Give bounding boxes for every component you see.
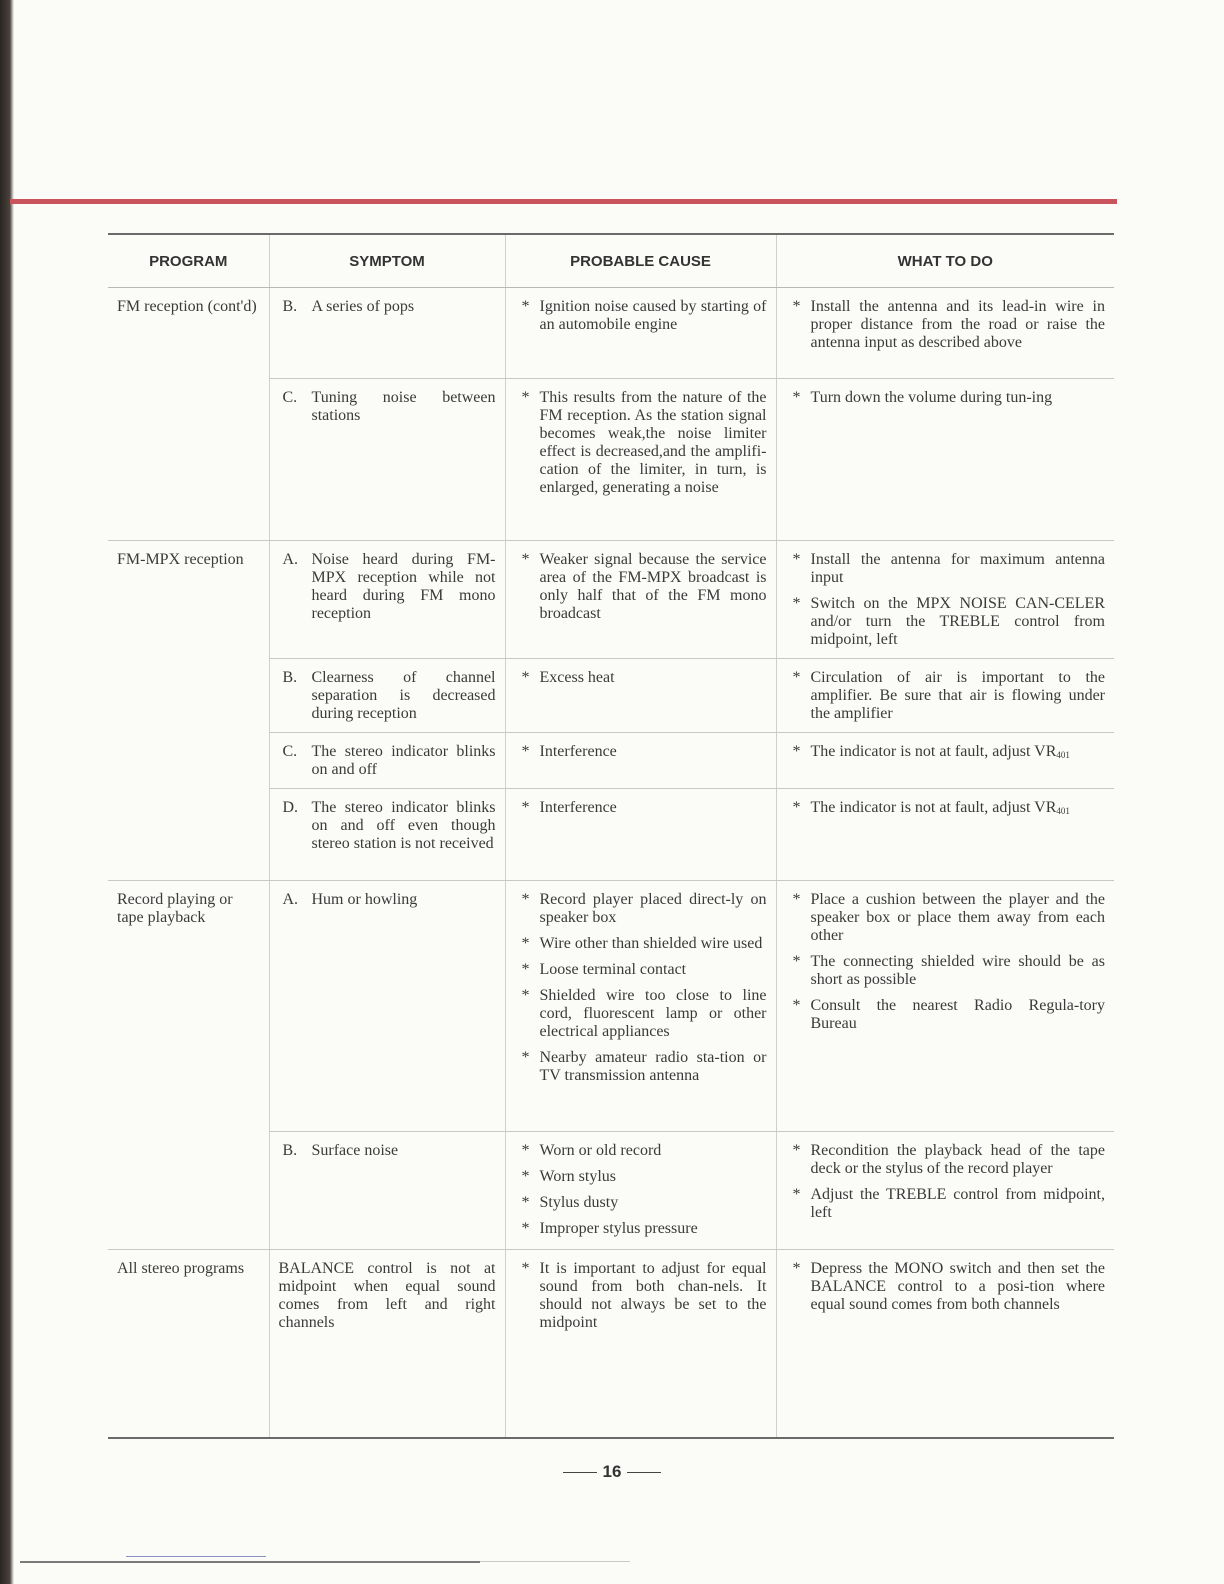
program-cell-fm-reception [108,288,269,541]
symptom-letter: B. [282,1142,298,1159]
bullet-asterisk: * [792,953,801,970]
bullet-asterisk: * [792,669,801,686]
cause-cell [505,881,776,1132]
program-label: All stereo programs [117,1260,245,1277]
cause-text: Stylus dusty [539,1194,619,1211]
program-label: FM-MPX reception [117,551,244,568]
troubleshooting-table [108,233,1114,1439]
table-row [108,881,1114,1132]
cause-text: Excess heat [539,669,615,686]
bullet-asterisk: * [521,1220,530,1237]
symptom-text: The stereo indicator blinks on and off [311,743,496,778]
bullet-asterisk: * [521,743,530,760]
todo-text: Depress the MONO switch and then set the BALANCE control to a posi-tion where equal sound comes from both channels [810,1260,1105,1313]
symptom-cell [269,659,505,733]
header-what-to-do: WHAT TO DO [776,234,1114,288]
page-number-footer [0,1462,1224,1482]
todo-cell [776,288,1114,379]
symptom-text: Tuning noise between stations [311,389,496,424]
cause-text: Improper stylus pressure [539,1220,698,1237]
program-label: FM reception (cont'd) [117,298,257,315]
bullet-asterisk: * [792,389,801,406]
bullet-asterisk: * [521,551,530,568]
cause-text: Worn or old record [539,1142,662,1159]
symptom-cell [269,881,505,1132]
todo-text: Switch on the MPX NOISE CAN-CELER and/or turn the TREBLE control from midpoint, left [810,595,1105,648]
bullet-asterisk: * [792,595,801,612]
symptom-letter: D. [282,799,299,816]
symptom-text: Noise heard during FM-MPX reception while not heard during FM mono reception [311,551,496,622]
todo-text: Install the antenna and its lead-in wire in proper distance from the road or raise the antenna input as described above [810,298,1105,351]
header-program: PROGRAM [108,234,269,288]
bullet-asterisk: * [521,1049,530,1066]
bullet-asterisk: * [792,799,801,816]
bullet-asterisk: * [792,298,801,315]
program-label: Record playing or tape playback [117,891,233,926]
todo-text-subscript: 401 [1056,750,1070,760]
cause-cell [505,659,776,733]
symptom-cell [269,789,505,881]
todo-text: Recondition the playback head of the tape deck or the stylus of the record player [810,1142,1105,1177]
bullet-asterisk: * [521,1194,530,1211]
todo-text-main: The indicator is not at fault, adjust VR [810,743,1057,760]
page-number-dash-right [627,1472,661,1473]
todo-text: Install the antenna for maximum antenna input [810,551,1105,586]
cause-cell [505,1250,776,1438]
cause-text: Shielded wire too close to line cord, fluorescent lamp or other electrical appliances [539,987,767,1040]
bottom-edge-rule [20,1561,480,1563]
symptom-letter: A. [282,891,299,908]
bullet-asterisk: * [792,1186,801,1203]
cause-text: It is important to adjust for equal sound from both chan-nels. It should not always be set to the midpoint [539,1260,767,1331]
bullet-asterisk: * [521,389,530,406]
symptom-letter: B. [282,298,298,315]
bullet-asterisk: * [792,743,801,760]
cause-cell [505,789,776,881]
todo-cell [776,789,1114,881]
bullet-asterisk: * [521,799,530,816]
cause-cell [505,288,776,379]
header-symptom: SYMPTOM [269,234,505,288]
cause-text: Worn stylus [539,1168,616,1185]
todo-text-subscript: 401 [1056,806,1070,816]
symptom-cell [269,1250,505,1438]
bullet-asterisk: * [521,1168,530,1185]
book-spine-shadow [0,0,14,1584]
todo-cell [776,881,1114,1132]
cause-text: Ignition noise caused by starting of an automobile engine [539,298,767,333]
bullet-asterisk: * [792,891,801,908]
page-number: 16 [602,1462,622,1481]
symptom-text: The stereo indicator blinks on and off even though stereo station is not received [311,799,496,852]
bullet-asterisk: * [521,961,530,978]
symptom-letter: A. [282,551,299,568]
cause-cell [505,379,776,541]
todo-text: Circulation of air is important to the amplifier. Be sure that air is flowing under the amplifier [810,669,1105,722]
cause-cell [505,733,776,789]
bottom-edge-rule-blue [126,1556,266,1557]
todo-cell [776,541,1114,659]
todo-text: The connecting shielded wire should be as short as possible [810,953,1105,988]
table-row [108,288,1114,379]
symptom-cell [269,733,505,789]
todo-cell [776,733,1114,789]
todo-cell [776,379,1114,541]
todo-cell [776,1250,1114,1438]
todo-cell [776,1132,1114,1250]
bullet-asterisk: * [792,997,801,1014]
header-red-rule [10,199,1117,204]
todo-text: Turn down the volume during tun-ing [810,389,1053,406]
todo-text: Consult the nearest Radio Regula-tory Bureau [810,997,1105,1032]
table-row [108,1250,1114,1438]
page-number-dash-left [563,1472,597,1473]
cause-text: Interference [539,799,617,816]
bullet-asterisk: * [521,1142,530,1159]
cause-text: This results from the nature of the FM reception. As the station signal becomes weak,the noise limiter effect is decreased,and the amplifi-cation of the limiter, in turn, is enlarged, generating a noise [539,389,767,496]
bullet-asterisk: * [521,1260,530,1277]
todo-text: Adjust the TREBLE control from midpoint, left [810,1186,1105,1221]
cause-text: Weaker signal because the service area of the FM-MPX broadcast is only half that of the FM mono broadcast [539,551,767,622]
symptom-cell [269,288,505,379]
bullet-asterisk: * [792,1260,801,1277]
table-row [108,541,1114,659]
program-cell-record-playing [108,881,269,1250]
symptom-letter: C. [282,389,298,406]
cause-text: Loose terminal contact [539,961,687,978]
header-probable-cause: PROBABLE CAUSE [505,234,776,288]
symptom-cell [269,1132,505,1250]
symptom-letter: C. [282,743,298,760]
symptom-text: Clearness of channel separation is decreased during reception [311,669,496,722]
symptom-letter: B. [282,669,298,686]
symptom-text: Surface noise [311,1142,399,1159]
symptom-cell [269,379,505,541]
symptom-text: A series of pops [311,298,415,315]
todo-text: Place a cushion between the player and the speaker box or place them away from each other [810,891,1105,944]
cause-cell [505,541,776,659]
bottom-edge-rule-light [480,1561,630,1562]
bullet-asterisk: * [521,669,530,686]
bullet-asterisk: * [521,298,530,315]
symptom-text: BALANCE control is not at midpoint when equal sound comes from left and right channels [278,1260,496,1331]
cause-text: Wire other than shielded wire used [539,935,763,952]
cause-cell [505,1132,776,1250]
symptom-text: Hum or howling [311,891,418,908]
program-cell-fm-mpx [108,541,269,881]
cause-text: Record player placed direct-ly on speaker box [539,891,767,926]
bullet-asterisk: * [792,1142,801,1159]
bullet-asterisk: * [521,891,530,908]
symptom-cell [269,541,505,659]
todo-text [811,743,1106,764]
cause-text: Nearby amateur radio sta-tion or TV transmission antenna [539,1049,767,1084]
table-header-row [108,234,1114,288]
program-cell-all-stereo [108,1250,269,1438]
todo-text [811,799,1106,820]
cause-text: Interference [539,743,617,760]
todo-cell [776,659,1114,733]
todo-text-main: The indicator is not at fault, adjust VR [810,799,1057,816]
bullet-asterisk: * [792,551,801,568]
bullet-asterisk: * [521,935,530,952]
bullet-asterisk: * [521,987,530,1004]
